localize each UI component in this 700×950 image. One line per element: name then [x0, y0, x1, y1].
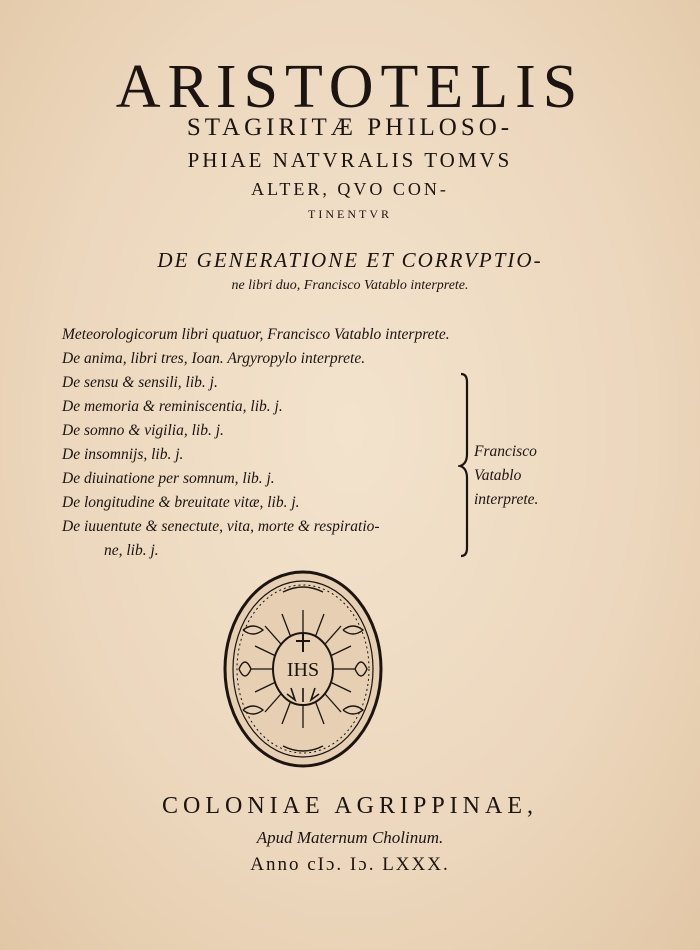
brace-note-line: Vatablo: [474, 467, 522, 484]
printer-device-ihs-seal-icon: [223, 570, 383, 768]
brace-note-line: Francisco: [474, 443, 537, 460]
title-line-5: TINENTVR: [308, 207, 392, 221]
contents-line: De insomnijs, lib. j.: [62, 446, 184, 463]
curly-brace-icon: [458, 372, 472, 558]
main-work-title: DE GENERATIONE ET CORRVPTIO-: [157, 248, 543, 272]
contents-line: De sensu & sensili, lib. j.: [62, 374, 218, 391]
contents-line: De longitudine & breuitate vitæ, lib. j.: [62, 494, 300, 511]
title-line-3: PHIAE NATVRALIS TOMVS: [187, 148, 513, 172]
main-work-subtitle: ne libri duo, Francisco Vatablo interprete.: [231, 278, 469, 293]
contents-line: De anima, libri tres, Ioan. Argyropylo interprete.: [62, 350, 366, 367]
brace-note-line: interprete.: [474, 491, 539, 508]
title-line-4: ALTER, QVO CON-: [251, 179, 449, 199]
contents-line: De memoria & reminiscentia, lib. j.: [62, 398, 283, 415]
contents-line: ne, lib. j.: [104, 542, 159, 559]
contents-line: De somno & vigilia, lib. j.: [62, 422, 224, 439]
author-title: ARISTOTELIS: [115, 53, 585, 121]
imprint-printer: Apud Maternum Cholinum.: [256, 828, 444, 847]
contents-line: Meteorologicorum libri quatuor, Francisco Vatablo interprete.: [62, 326, 450, 343]
contents-line: De iuuentute & senectute, vita, morte & respiratio-: [62, 518, 380, 535]
title-line-2: STAGIRITÆ PHILOSO-: [186, 114, 514, 141]
imprint-year: Anno cIɔ. Iɔ. LXXX.: [250, 854, 450, 875]
imprint-city: COLONIAE AGRIPPINAE,: [162, 793, 538, 819]
contents-line: De diuinatione per somnum, lib. j.: [62, 470, 275, 487]
seal-monogram: IHS: [286, 659, 320, 681]
